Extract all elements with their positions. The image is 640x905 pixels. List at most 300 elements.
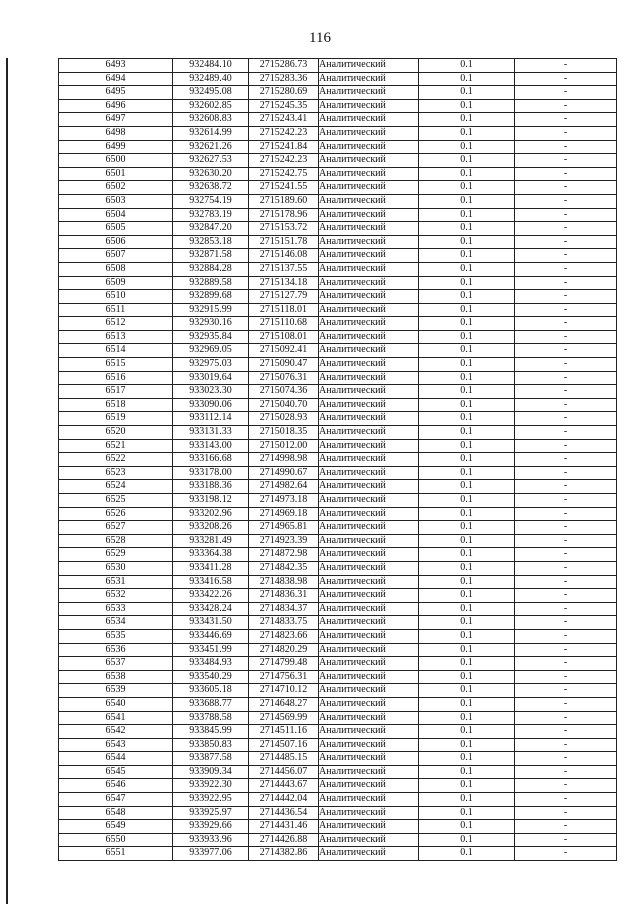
table-row <box>59 222 617 236</box>
point-number-cell: 6513 <box>59 330 173 344</box>
note-cell: - <box>515 72 617 86</box>
point-number-cell: 6532 <box>59 589 173 603</box>
table-row <box>59 208 617 222</box>
table-row <box>59 290 617 304</box>
point-number-cell: 6551 <box>59 847 173 861</box>
y-coordinate-cell: 2715092.41 <box>249 344 319 358</box>
accuracy-cell: 0.1 <box>419 684 515 698</box>
method-cell: Аналитический <box>319 684 419 698</box>
y-coordinate-cell: 2715189.60 <box>249 194 319 208</box>
accuracy-cell: 0.1 <box>419 222 515 236</box>
method-cell: Аналитический <box>319 548 419 562</box>
accuracy-cell: 0.1 <box>419 330 515 344</box>
method-cell: Аналитический <box>319 616 419 630</box>
note-cell: - <box>515 140 617 154</box>
point-number-cell: 6501 <box>59 167 173 181</box>
y-coordinate-cell: 2715146.08 <box>249 249 319 263</box>
accuracy-cell: 0.1 <box>419 494 515 508</box>
point-number-cell: 6530 <box>59 561 173 575</box>
note-cell: - <box>515 602 617 616</box>
note-cell: - <box>515 779 617 793</box>
note-cell: - <box>515 657 617 671</box>
accuracy-cell: 0.1 <box>419 466 515 480</box>
accuracy-cell: 0.1 <box>419 738 515 752</box>
note-cell: - <box>515 752 617 766</box>
point-number-cell: 6512 <box>59 317 173 331</box>
y-coordinate-cell: 2715134.18 <box>249 276 319 290</box>
note-cell: - <box>515 480 617 494</box>
table-row <box>59 521 617 535</box>
note-cell: - <box>515 711 617 725</box>
note-cell: - <box>515 303 617 317</box>
table-row <box>59 385 617 399</box>
y-coordinate-cell: 2714382.86 <box>249 847 319 861</box>
method-cell: Аналитический <box>319 725 419 739</box>
y-coordinate-cell: 2714431.46 <box>249 820 319 834</box>
table-row <box>59 426 617 440</box>
point-number-cell: 6525 <box>59 494 173 508</box>
method-cell: Аналитический <box>319 453 419 467</box>
method-cell: Аналитический <box>319 480 419 494</box>
method-cell: Аналитический <box>319 194 419 208</box>
method-cell: Аналитический <box>319 113 419 127</box>
x-coordinate-cell: 932630.20 <box>173 167 249 181</box>
note-cell: - <box>515 358 617 372</box>
x-coordinate-cell: 933922.95 <box>173 793 249 807</box>
method-cell: Аналитический <box>319 140 419 154</box>
coordinates-table-body <box>59 59 617 861</box>
method-cell: Аналитический <box>319 847 419 861</box>
x-coordinate-cell: 932935.84 <box>173 330 249 344</box>
y-coordinate-cell: 2715110.68 <box>249 317 319 331</box>
x-coordinate-cell: 933451.99 <box>173 643 249 657</box>
y-coordinate-cell: 2714426.88 <box>249 833 319 847</box>
table-row <box>59 657 617 671</box>
y-coordinate-cell: 2715241.84 <box>249 140 319 154</box>
point-number-cell: 6518 <box>59 398 173 412</box>
accuracy-cell: 0.1 <box>419 779 515 793</box>
note-cell: - <box>515 820 617 834</box>
table-row <box>59 398 617 412</box>
method-cell: Аналитический <box>319 439 419 453</box>
point-number-cell: 6502 <box>59 181 173 195</box>
method-cell: Аналитический <box>319 507 419 521</box>
table-row <box>59 589 617 603</box>
table-row <box>59 561 617 575</box>
method-cell: Аналитический <box>319 738 419 752</box>
method-cell: Аналитический <box>319 779 419 793</box>
accuracy-cell: 0.1 <box>419 480 515 494</box>
accuracy-cell: 0.1 <box>419 385 515 399</box>
y-coordinate-cell: 2714990.67 <box>249 466 319 480</box>
y-coordinate-cell: 2715028.93 <box>249 412 319 426</box>
accuracy-cell: 0.1 <box>419 439 515 453</box>
x-coordinate-cell: 933977.06 <box>173 847 249 861</box>
method-cell: Аналитический <box>319 249 419 263</box>
table-row <box>59 113 617 127</box>
method-cell: Аналитический <box>319 262 419 276</box>
accuracy-cell: 0.1 <box>419 521 515 535</box>
x-coordinate-cell: 933540.29 <box>173 670 249 684</box>
x-coordinate-cell: 933202.96 <box>173 507 249 521</box>
point-number-cell: 6493 <box>59 59 173 73</box>
point-number-cell: 6547 <box>59 793 173 807</box>
x-coordinate-cell: 932853.18 <box>173 235 249 249</box>
x-coordinate-cell: 933422.26 <box>173 589 249 603</box>
note-cell: - <box>515 507 617 521</box>
accuracy-cell: 0.1 <box>419 398 515 412</box>
y-coordinate-cell: 2715076.31 <box>249 371 319 385</box>
table-row <box>59 820 617 834</box>
y-coordinate-cell: 2714969.18 <box>249 507 319 521</box>
note-cell: - <box>515 276 617 290</box>
method-cell: Аналитический <box>319 235 419 249</box>
table-row <box>59 494 617 508</box>
note-cell: - <box>515 561 617 575</box>
method-cell: Аналитический <box>319 126 419 140</box>
method-cell: Аналитический <box>319 561 419 575</box>
method-cell: Аналитический <box>319 99 419 113</box>
accuracy-cell: 0.1 <box>419 589 515 603</box>
accuracy-cell: 0.1 <box>419 276 515 290</box>
accuracy-cell: 0.1 <box>419 99 515 113</box>
y-coordinate-cell: 2714507.16 <box>249 738 319 752</box>
point-number-cell: 6546 <box>59 779 173 793</box>
x-coordinate-cell: 933019.64 <box>173 371 249 385</box>
y-coordinate-cell: 2715245.35 <box>249 99 319 113</box>
accuracy-cell: 0.1 <box>419 847 515 861</box>
accuracy-cell: 0.1 <box>419 793 515 807</box>
table-row <box>59 738 617 752</box>
y-coordinate-cell: 2714710.12 <box>249 684 319 698</box>
table-row <box>59 86 617 100</box>
table-row <box>59 575 617 589</box>
method-cell: Аналитический <box>319 466 419 480</box>
x-coordinate-cell: 932930.16 <box>173 317 249 331</box>
note-cell: - <box>515 793 617 807</box>
note-cell: - <box>515 222 617 236</box>
table-row <box>59 711 617 725</box>
y-coordinate-cell: 2715040.70 <box>249 398 319 412</box>
table-row <box>59 262 617 276</box>
note-cell: - <box>515 86 617 100</box>
y-coordinate-cell: 2714756.31 <box>249 670 319 684</box>
accuracy-cell: 0.1 <box>419 126 515 140</box>
method-cell: Аналитический <box>319 765 419 779</box>
accuracy-cell: 0.1 <box>419 426 515 440</box>
table-row <box>59 670 617 684</box>
point-number-cell: 6495 <box>59 86 173 100</box>
method-cell: Аналитический <box>319 59 419 73</box>
x-coordinate-cell: 932915.99 <box>173 303 249 317</box>
y-coordinate-cell: 2715243.41 <box>249 113 319 127</box>
accuracy-cell: 0.1 <box>419 303 515 317</box>
note-cell: - <box>515 494 617 508</box>
point-number-cell: 6498 <box>59 126 173 140</box>
y-coordinate-cell: 2714799.48 <box>249 657 319 671</box>
note-cell: - <box>515 249 617 263</box>
y-coordinate-cell: 2714838.98 <box>249 575 319 589</box>
y-coordinate-cell: 2715286.73 <box>249 59 319 73</box>
x-coordinate-cell: 933925.97 <box>173 806 249 820</box>
table-row <box>59 317 617 331</box>
table-row <box>59 480 617 494</box>
note-cell: - <box>515 548 617 562</box>
point-number-cell: 6510 <box>59 290 173 304</box>
x-coordinate-cell: 932899.68 <box>173 290 249 304</box>
x-coordinate-cell: 932975.03 <box>173 358 249 372</box>
accuracy-cell: 0.1 <box>419 765 515 779</box>
y-coordinate-cell: 2715178.96 <box>249 208 319 222</box>
accuracy-cell: 0.1 <box>419 534 515 548</box>
x-coordinate-cell: 933845.99 <box>173 725 249 739</box>
table-row <box>59 72 617 86</box>
x-coordinate-cell: 933788.58 <box>173 711 249 725</box>
note-cell: - <box>515 466 617 480</box>
accuracy-cell: 0.1 <box>419 59 515 73</box>
table-row <box>59 358 617 372</box>
method-cell: Аналитический <box>319 290 419 304</box>
point-number-cell: 6499 <box>59 140 173 154</box>
method-cell: Аналитический <box>319 589 419 603</box>
accuracy-cell: 0.1 <box>419 629 515 643</box>
table-row <box>59 806 617 820</box>
point-number-cell: 6549 <box>59 820 173 834</box>
x-coordinate-cell: 933929.66 <box>173 820 249 834</box>
method-cell: Аналитический <box>319 494 419 508</box>
x-coordinate-cell: 933166.68 <box>173 453 249 467</box>
table-row <box>59 371 617 385</box>
x-coordinate-cell: 932847.20 <box>173 222 249 236</box>
note-cell: - <box>515 235 617 249</box>
method-cell: Аналитический <box>319 534 419 548</box>
method-cell: Аналитический <box>319 602 419 616</box>
note-cell: - <box>515 344 617 358</box>
method-cell: Аналитический <box>319 833 419 847</box>
x-coordinate-cell: 933281.49 <box>173 534 249 548</box>
table-row <box>59 167 617 181</box>
x-coordinate-cell: 933877.58 <box>173 752 249 766</box>
note-cell: - <box>515 575 617 589</box>
table-row <box>59 276 617 290</box>
table-row <box>59 643 617 657</box>
table-row <box>59 412 617 426</box>
table-row <box>59 684 617 698</box>
method-cell: Аналитический <box>319 793 419 807</box>
point-number-cell: 6526 <box>59 507 173 521</box>
accuracy-cell: 0.1 <box>419 711 515 725</box>
note-cell: - <box>515 765 617 779</box>
point-number-cell: 6536 <box>59 643 173 657</box>
note-cell: - <box>515 629 617 643</box>
accuracy-cell: 0.1 <box>419 140 515 154</box>
point-number-cell: 6517 <box>59 385 173 399</box>
y-coordinate-cell: 2714456.07 <box>249 765 319 779</box>
method-cell: Аналитический <box>319 412 419 426</box>
note-cell: - <box>515 154 617 168</box>
method-cell: Аналитический <box>319 711 419 725</box>
point-number-cell: 6497 <box>59 113 173 127</box>
y-coordinate-cell: 2714511.16 <box>249 725 319 739</box>
table-row <box>59 235 617 249</box>
table-row <box>59 154 617 168</box>
x-coordinate-cell: 932495.08 <box>173 86 249 100</box>
y-coordinate-cell: 2714833.75 <box>249 616 319 630</box>
note-cell: - <box>515 697 617 711</box>
method-cell: Аналитический <box>319 371 419 385</box>
note-cell: - <box>515 521 617 535</box>
accuracy-cell: 0.1 <box>419 643 515 657</box>
y-coordinate-cell: 2714820.29 <box>249 643 319 657</box>
note-cell: - <box>515 439 617 453</box>
accuracy-cell: 0.1 <box>419 806 515 820</box>
x-coordinate-cell: 933364.38 <box>173 548 249 562</box>
x-coordinate-cell: 933446.69 <box>173 629 249 643</box>
accuracy-cell: 0.1 <box>419 113 515 127</box>
note-cell: - <box>515 371 617 385</box>
note-cell: - <box>515 426 617 440</box>
y-coordinate-cell: 2715018.35 <box>249 426 319 440</box>
table-row <box>59 466 617 480</box>
x-coordinate-cell: 932884.28 <box>173 262 249 276</box>
note-cell: - <box>515 725 617 739</box>
method-cell: Аналитический <box>319 317 419 331</box>
note-cell: - <box>515 181 617 195</box>
method-cell: Аналитический <box>319 629 419 643</box>
accuracy-cell: 0.1 <box>419 697 515 711</box>
y-coordinate-cell: 2715108.01 <box>249 330 319 344</box>
table-row <box>59 793 617 807</box>
x-coordinate-cell: 933023.30 <box>173 385 249 399</box>
method-cell: Аналитический <box>319 575 419 589</box>
accuracy-cell: 0.1 <box>419 290 515 304</box>
point-number-cell: 6515 <box>59 358 173 372</box>
note-cell: - <box>515 833 617 847</box>
x-coordinate-cell: 933850.83 <box>173 738 249 752</box>
x-coordinate-cell: 933605.18 <box>173 684 249 698</box>
point-number-cell: 6550 <box>59 833 173 847</box>
method-cell: Аналитический <box>319 521 419 535</box>
point-number-cell: 6535 <box>59 629 173 643</box>
note-cell: - <box>515 806 617 820</box>
note-cell: - <box>515 113 617 127</box>
note-cell: - <box>515 589 617 603</box>
method-cell: Аналитический <box>319 643 419 657</box>
table-row <box>59 181 617 195</box>
x-coordinate-cell: 933411.28 <box>173 561 249 575</box>
method-cell: Аналитический <box>319 398 419 412</box>
x-coordinate-cell: 932871.58 <box>173 249 249 263</box>
point-number-cell: 6548 <box>59 806 173 820</box>
point-number-cell: 6533 <box>59 602 173 616</box>
table-row <box>59 616 617 630</box>
x-coordinate-cell: 933909.34 <box>173 765 249 779</box>
note-cell: - <box>515 412 617 426</box>
x-coordinate-cell: 932621.26 <box>173 140 249 154</box>
table-row <box>59 507 617 521</box>
y-coordinate-cell: 2714648.27 <box>249 697 319 711</box>
y-coordinate-cell: 2715074.36 <box>249 385 319 399</box>
point-number-cell: 6531 <box>59 575 173 589</box>
accuracy-cell: 0.1 <box>419 86 515 100</box>
accuracy-cell: 0.1 <box>419 262 515 276</box>
y-coordinate-cell: 2715241.55 <box>249 181 319 195</box>
method-cell: Аналитический <box>319 358 419 372</box>
accuracy-cell: 0.1 <box>419 344 515 358</box>
method-cell: Аналитический <box>319 181 419 195</box>
table-row <box>59 303 617 317</box>
x-coordinate-cell: 932602.85 <box>173 99 249 113</box>
accuracy-cell: 0.1 <box>419 412 515 426</box>
table-row <box>59 534 617 548</box>
y-coordinate-cell: 2714872.98 <box>249 548 319 562</box>
point-number-cell: 6516 <box>59 371 173 385</box>
table-row <box>59 779 617 793</box>
table-row <box>59 725 617 739</box>
point-number-cell: 6511 <box>59 303 173 317</box>
note-cell: - <box>515 684 617 698</box>
page-number: 116 <box>309 30 331 46</box>
point-number-cell: 6520 <box>59 426 173 440</box>
point-number-cell: 6523 <box>59 466 173 480</box>
method-cell: Аналитический <box>319 657 419 671</box>
y-coordinate-cell: 2715242.23 <box>249 126 319 140</box>
table-row <box>59 765 617 779</box>
method-cell: Аналитический <box>319 752 419 766</box>
x-coordinate-cell: 932889.58 <box>173 276 249 290</box>
method-cell: Аналитический <box>319 670 419 684</box>
accuracy-cell: 0.1 <box>419 670 515 684</box>
x-coordinate-cell: 933178.00 <box>173 466 249 480</box>
note-cell: - <box>515 330 617 344</box>
table-row <box>59 602 617 616</box>
x-coordinate-cell: 933922.30 <box>173 779 249 793</box>
note-cell: - <box>515 59 617 73</box>
method-cell: Аналитический <box>319 385 419 399</box>
x-coordinate-cell: 933143.00 <box>173 439 249 453</box>
y-coordinate-cell: 2714982.64 <box>249 480 319 494</box>
accuracy-cell: 0.1 <box>419 820 515 834</box>
table-row <box>59 140 617 154</box>
point-number-cell: 6543 <box>59 738 173 752</box>
method-cell: Аналитический <box>319 208 419 222</box>
note-cell: - <box>515 670 617 684</box>
table-row <box>59 833 617 847</box>
x-coordinate-cell: 932484.10 <box>173 59 249 73</box>
note-cell: - <box>515 738 617 752</box>
y-coordinate-cell: 2715151.78 <box>249 235 319 249</box>
x-coordinate-cell: 932627.53 <box>173 154 249 168</box>
accuracy-cell: 0.1 <box>419 181 515 195</box>
x-coordinate-cell: 932754.19 <box>173 194 249 208</box>
point-number-cell: 6534 <box>59 616 173 630</box>
point-number-cell: 6505 <box>59 222 173 236</box>
method-cell: Аналитический <box>319 697 419 711</box>
note-cell: - <box>515 398 617 412</box>
point-number-cell: 6527 <box>59 521 173 535</box>
x-coordinate-cell: 932638.72 <box>173 181 249 195</box>
accuracy-cell: 0.1 <box>419 453 515 467</box>
y-coordinate-cell: 2714965.81 <box>249 521 319 535</box>
y-coordinate-cell: 2715090.47 <box>249 358 319 372</box>
y-coordinate-cell: 2714443.67 <box>249 779 319 793</box>
note-cell: - <box>515 385 617 399</box>
accuracy-cell: 0.1 <box>419 616 515 630</box>
x-coordinate-cell: 933112.14 <box>173 412 249 426</box>
table-row <box>59 548 617 562</box>
note-cell: - <box>515 290 617 304</box>
note-cell: - <box>515 453 617 467</box>
